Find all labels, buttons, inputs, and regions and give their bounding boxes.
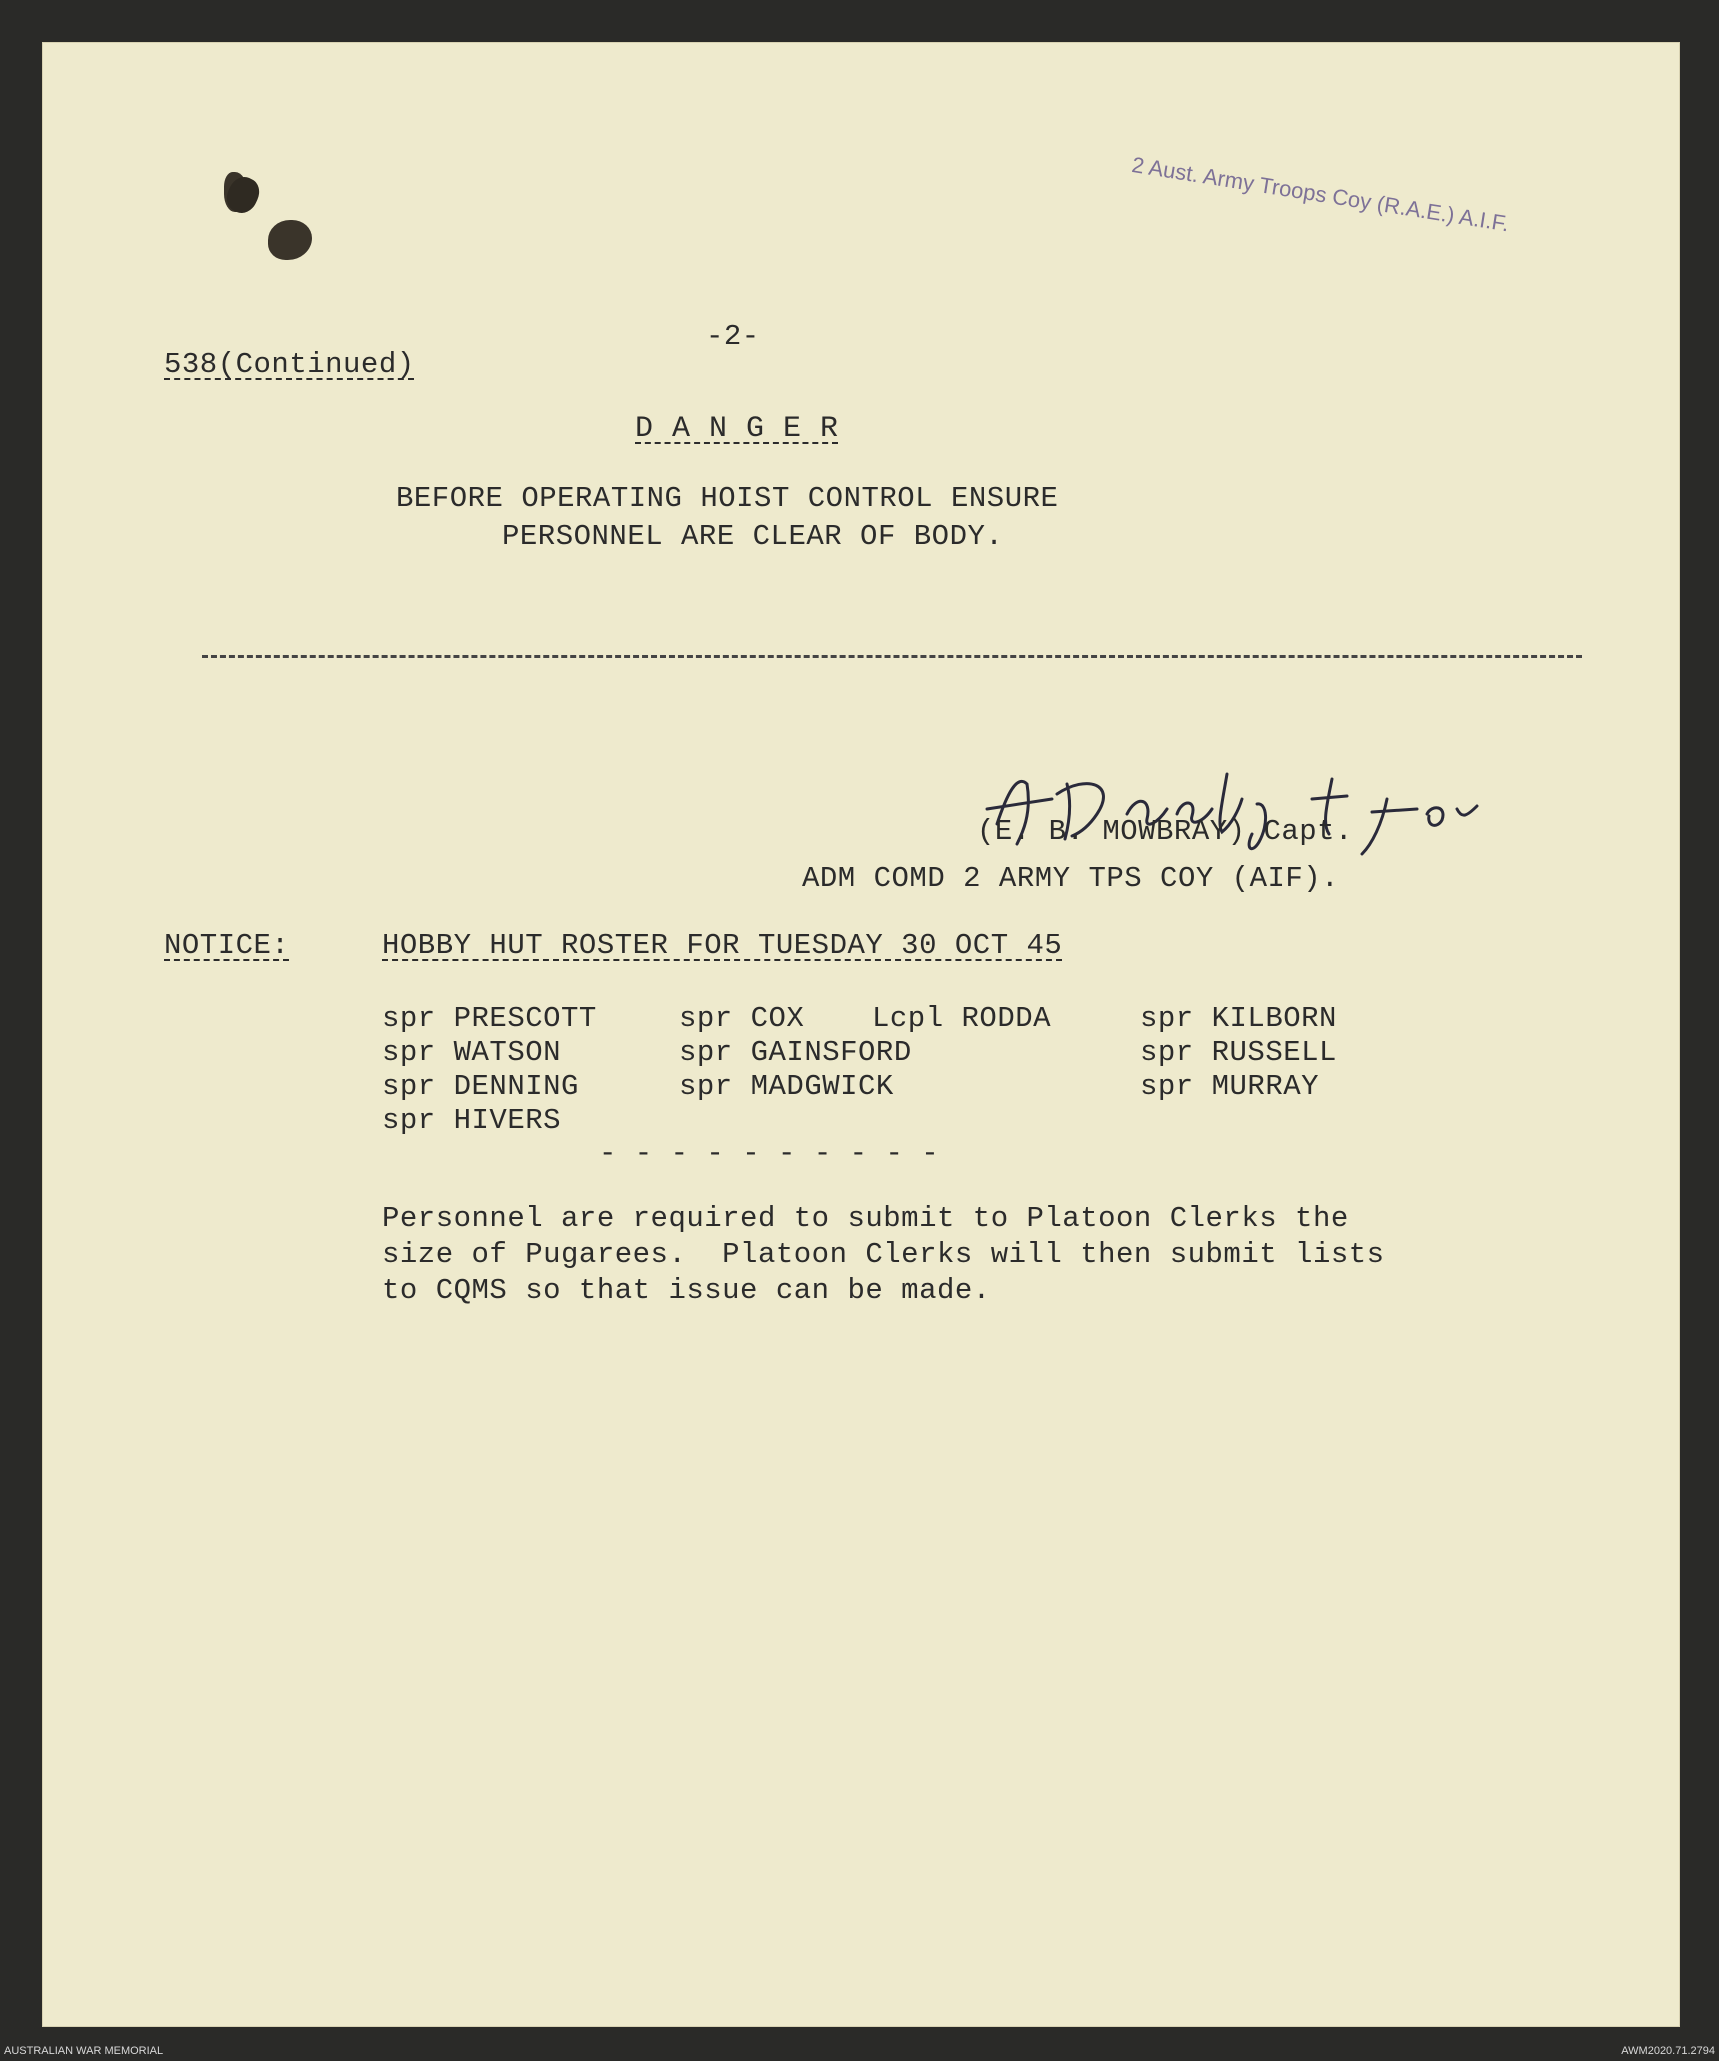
punch-hole bbox=[268, 220, 312, 260]
roster-name: spr RUSSELL bbox=[1140, 1036, 1337, 1069]
roster-name: Lcpl RODDA bbox=[872, 1002, 1052, 1035]
roster-name: spr DENNING bbox=[382, 1070, 579, 1103]
danger-line-2: PERSONNEL ARE CLEAR OF BODY. bbox=[502, 520, 1004, 553]
roster-separator: - - - - - - - - - - bbox=[599, 1137, 940, 1170]
danger-line-1: BEFORE OPERATING HOIST CONTROL ENSURE bbox=[396, 482, 1059, 515]
signatory-title: ADM COMD 2 ARMY TPS COY (AIF). bbox=[802, 862, 1340, 895]
roster-column-1 bbox=[382, 1002, 597, 1138]
roster-column-4 bbox=[1140, 1002, 1337, 1104]
roster-name: spr HIVERS bbox=[382, 1104, 562, 1137]
paragraph-line-1: Personnel are required to submit to Platoon Clerks the bbox=[382, 1202, 1349, 1235]
roster-name: spr MADGWICK bbox=[679, 1070, 894, 1103]
divider-line bbox=[202, 655, 1582, 658]
reference-number: 538(Continued) bbox=[164, 348, 415, 381]
signatory-name: (E. B. MOWBRAY) Capt. bbox=[977, 815, 1353, 848]
archive-credit: AUSTRALIAN WAR MEMORIAL bbox=[4, 2045, 164, 2057]
paragraph-line-2: size of Pugarees. Platoon Clerks will then submit lists bbox=[382, 1238, 1385, 1271]
roster-column-3 bbox=[872, 1002, 1051, 1036]
roster-name: spr KILBORN bbox=[1140, 1002, 1337, 1035]
svg-text:H. Plandy Lt for: H. Plandy Lt for bbox=[977, 744, 987, 745]
paragraph-line-3: to CQMS so that issue can be made. bbox=[382, 1274, 991, 1307]
roster-name: spr PRESCOTT bbox=[382, 1002, 597, 1035]
unit-stamp: 2 Aust. Army Troops Coy (R.A.E.) A.I.F. bbox=[1130, 152, 1511, 237]
roster-name: spr COX bbox=[679, 1002, 805, 1035]
page-number: -2- bbox=[706, 320, 760, 353]
archive-reference: AWM2020.71.2794 bbox=[1621, 2045, 1715, 2057]
danger-title: D A N G E R bbox=[635, 412, 839, 446]
roster-name: spr MURRAY bbox=[1140, 1070, 1320, 1103]
notice-heading: HOBBY HUT ROSTER FOR TUESDAY 30 OCT 45 bbox=[382, 929, 1063, 962]
roster-name: spr GAINSFORD bbox=[679, 1036, 912, 1069]
notice-label: NOTICE: bbox=[164, 929, 290, 962]
document-page bbox=[42, 42, 1680, 2027]
roster-name: spr WATSON bbox=[382, 1036, 562, 1069]
